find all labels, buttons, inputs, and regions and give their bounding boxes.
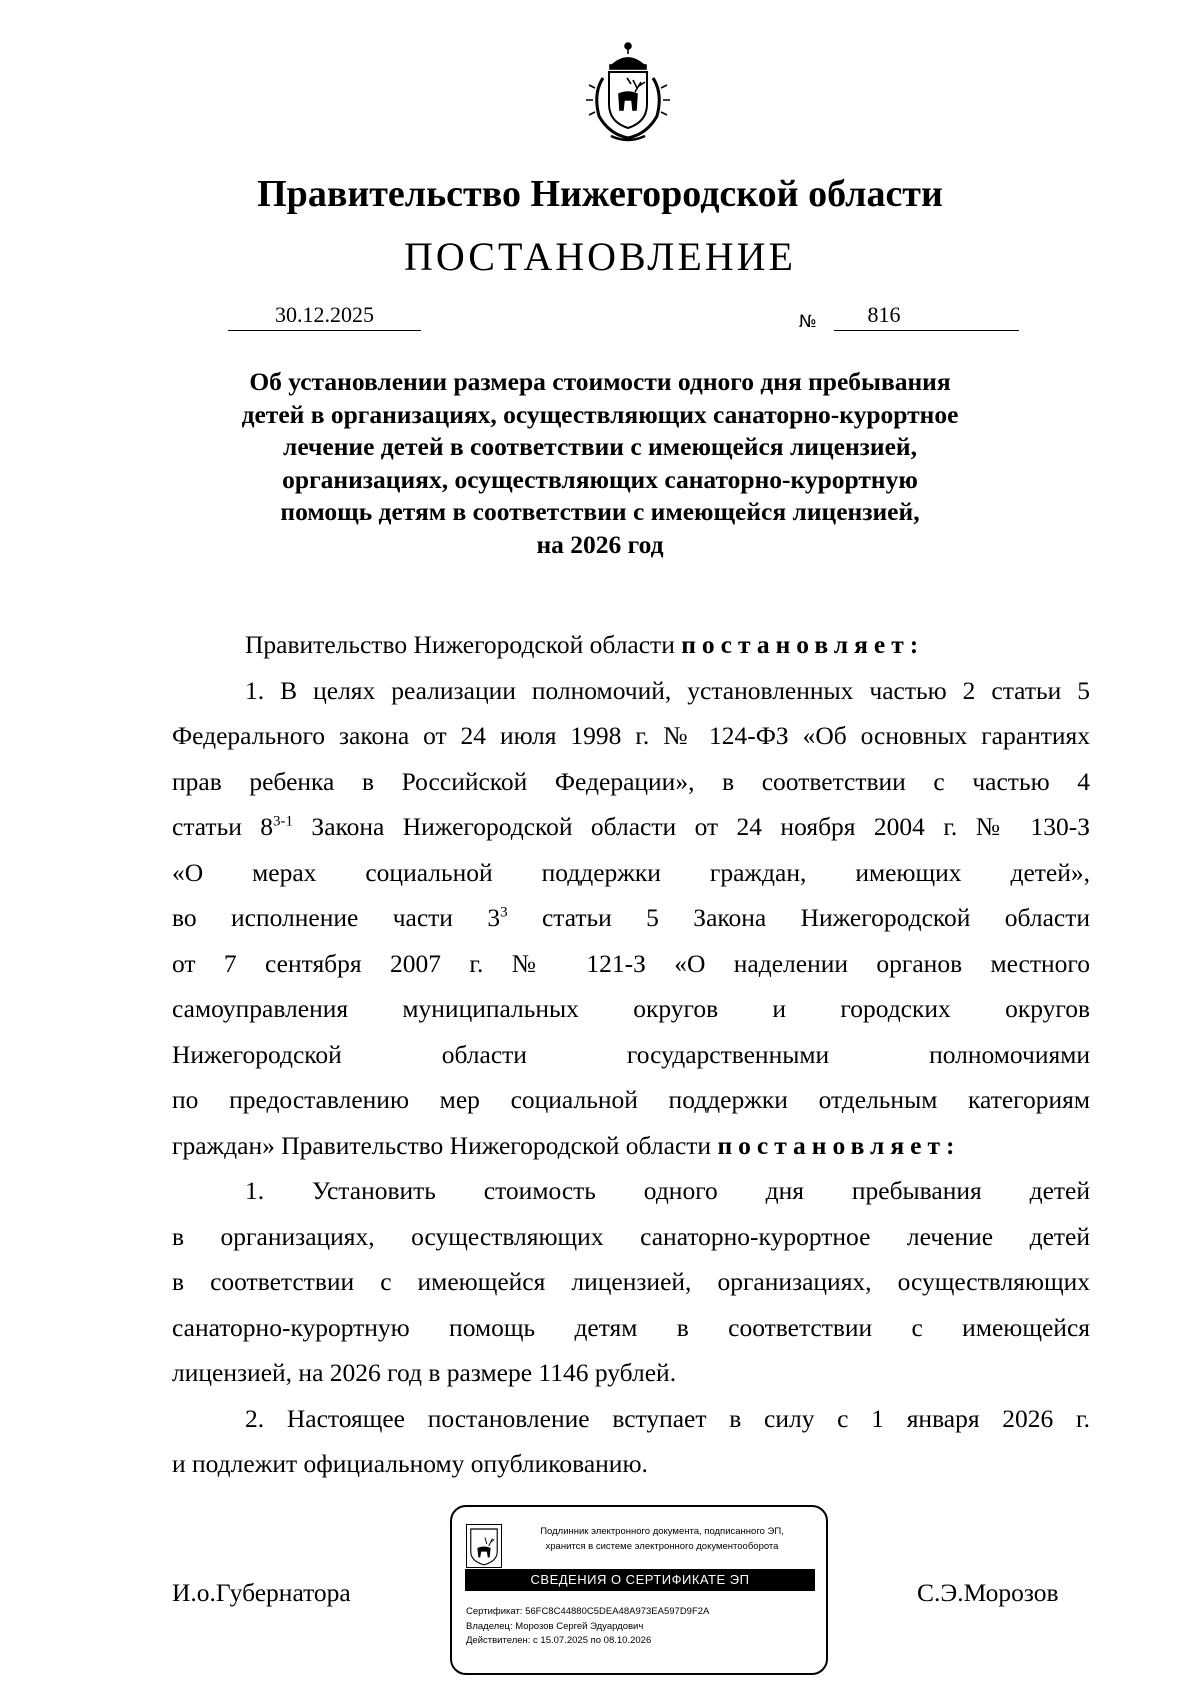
para1-line: во исполнение части $3^3$ статьи 5 Закона Нижегородской области xyxy=(172,903,1090,932)
certificate-owner: Владелец: Морозов Сергей Эдуардович xyxy=(466,1620,644,1632)
subject-line: детей в организациях, осуществляющих санаторно-курортное xyxy=(241,399,959,429)
signatory-name: С.Э.Морозов xyxy=(917,1578,1059,1607)
document-subject xyxy=(190,366,1010,562)
subject-line: лечение детей в соответствии с имеющейся лицензией, xyxy=(283,432,917,462)
number-sign: № xyxy=(799,312,817,332)
coat-of-arms-icon xyxy=(581,38,675,146)
para1-line: 1. В целях реализации полномочий, установленных частью 2 статьи 5 xyxy=(245,675,1090,705)
signatory-position: И.о.Губернатора xyxy=(172,1578,351,1607)
coat-of-arms-icon xyxy=(466,1524,502,1568)
para1-line: статьи 8$^{3-1}$ Закона Нижегородской области от 24 ноября 2004 г. № 130-З xyxy=(172,812,1090,841)
para2-line: в соответствии с имеющейся лицензией, организациях, осуществляющих xyxy=(172,1267,1090,1296)
para3-line: 2. Настоящее постановление вступает в силу с 1 января 2026 г. xyxy=(245,1403,1090,1433)
certificate-header: СВЕДЕНИЯ О СЕРТИФИКАТЕ ЭП xyxy=(465,1569,815,1591)
para1-line: по предоставлению мер социальной поддержки отдельным категориям xyxy=(172,1085,1090,1114)
certificate-details xyxy=(466,1605,709,1649)
subject-line: организациях, осуществляющих санаторно-курортную xyxy=(282,464,918,494)
subject-line: на 2026 год xyxy=(536,529,664,559)
para1-line: прав ребенка в Российской Федерации», в соответствии с частью 4 xyxy=(172,766,1090,796)
para1-line: от 7 сентября 2007 г. № 121-З «О наделении органов местного xyxy=(172,948,1090,978)
government-title: Правительство Нижегородской области xyxy=(257,173,943,215)
subject-line: помощь детям в соответствии с имеющейся лицензией, xyxy=(280,497,920,527)
para1-line: «О мерах социальной поддержки граждан, имеющих детей», xyxy=(172,857,1090,887)
document-date: 30.12.2025 xyxy=(275,302,374,327)
certificate-id: Сертификат: 56FC8C44880C5DEA48A973EA597D9F2A xyxy=(466,1606,710,1617)
para1-line: Федерального закона от 24 июля 1998 г. № 124-ФЗ «Об основных гарантиях xyxy=(172,721,1090,750)
document-body xyxy=(172,622,1090,1487)
para1-line: Нижегородской области государственными полномочиями xyxy=(172,1039,1090,1069)
document-number: 816 xyxy=(867,302,901,327)
certificate-note: Подлинник электронного документа, подписанного ЭП, хранится в системе электронного документооборота xyxy=(540,1526,784,1552)
certificate-validity: Действителен: с 15.07.2025 по 08.10.2026 xyxy=(466,1635,652,1646)
para2-line: лицензией, на 2026 год в размере 1146 рублей. xyxy=(172,1358,677,1387)
para2-line: санаторно-курортную помощь детям в соответствии с имеющейся xyxy=(172,1312,1090,1342)
e-signature-stamp xyxy=(450,1505,828,1675)
intro-paragraph: Правительство Нижегородской области постановляет: xyxy=(245,630,925,659)
document-type: ПОСТАНОВЛЕНИЕ xyxy=(404,234,796,279)
para3-line: и подлежит официальному опубликованию. xyxy=(172,1449,648,1478)
para1-line: граждан» Правительство Нижегородской области постановляет: xyxy=(172,1130,961,1160)
para2-line: 1. Установить стоимость одного дня пребывания детей xyxy=(245,1176,1090,1205)
para2-line: в организациях, осуществляющих санаторно-курортное лечение детей xyxy=(172,1221,1090,1251)
subject-line: Об установлении размера стоимости одного дня пребывания xyxy=(249,367,951,396)
para1-line: самоуправления муниципальных округов и городских округов xyxy=(172,994,1090,1023)
